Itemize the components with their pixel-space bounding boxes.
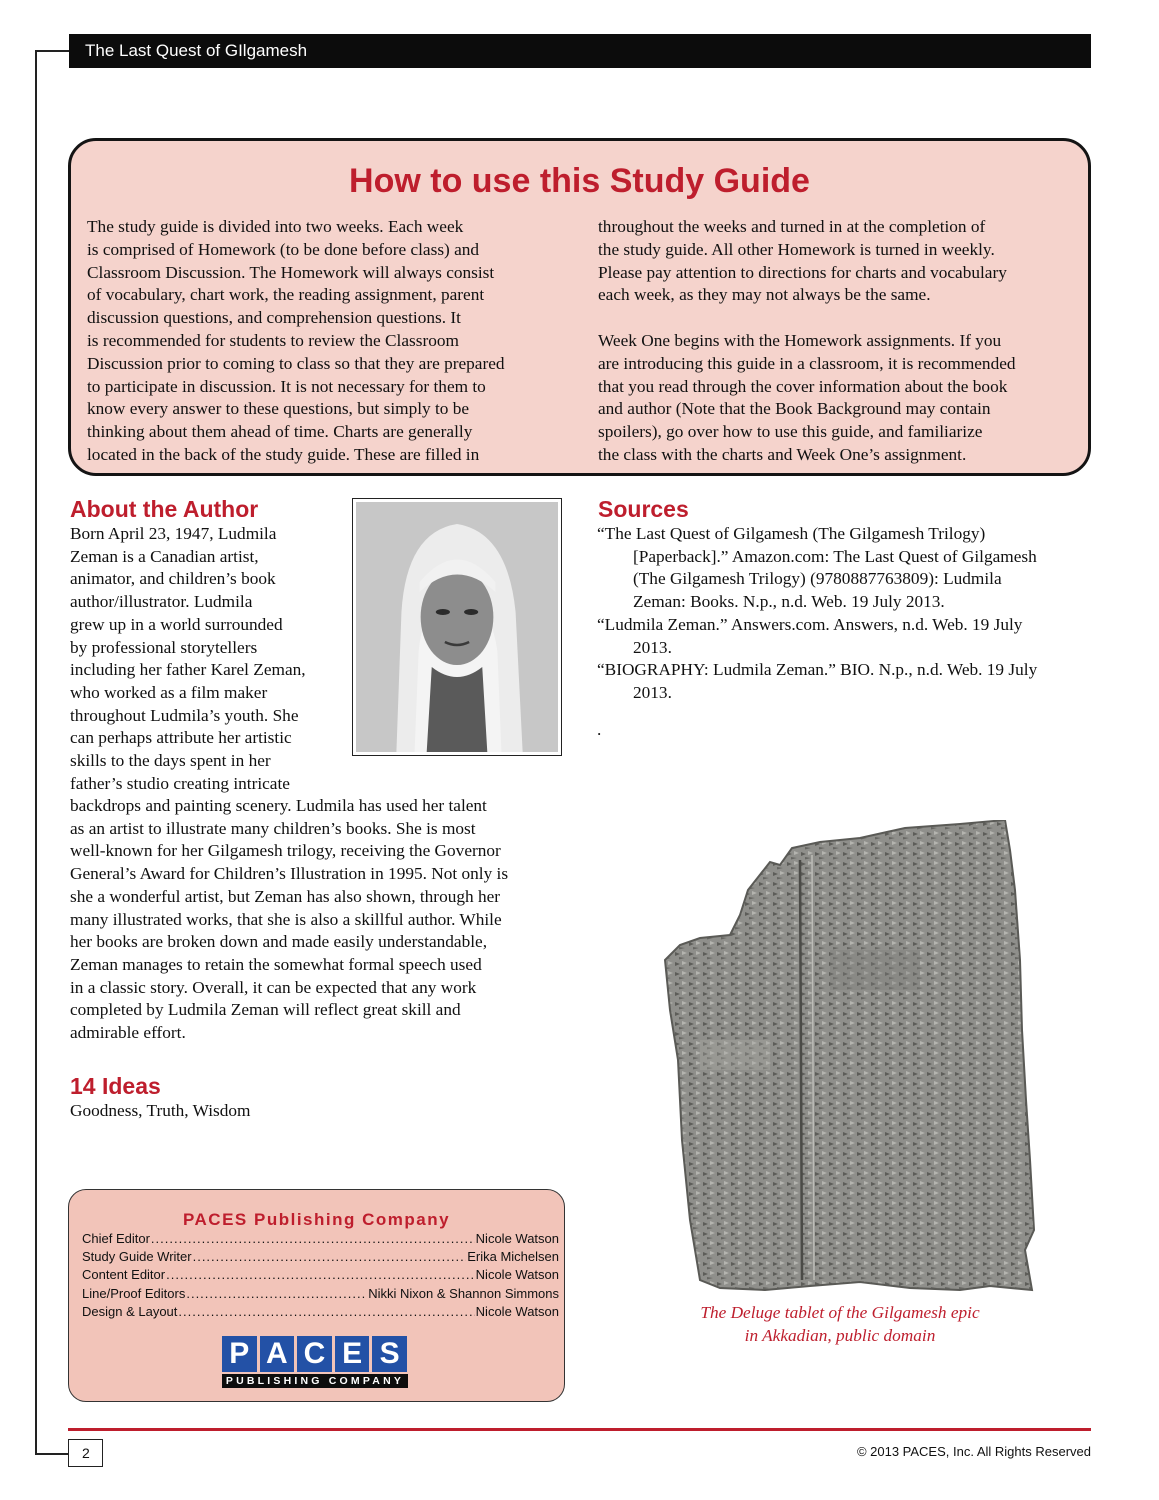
logo-letter: S xyxy=(372,1336,407,1372)
author-portrait-icon xyxy=(356,502,558,752)
credit-role: Design & Layout xyxy=(82,1303,178,1319)
sources-list xyxy=(597,523,1087,741)
logo-letter: A xyxy=(260,1336,295,1372)
header-title: The Last Quest of GIlgamesh xyxy=(85,41,308,60)
running-header xyxy=(69,34,1091,68)
page-frame-line xyxy=(35,50,69,52)
page-number: 2 xyxy=(68,1439,103,1467)
credit-row xyxy=(82,1248,559,1266)
credit-name: Nicole Watson xyxy=(475,1267,559,1283)
study-guide-paragraph: The study guide is divided into two weeks. Each week is comprised of Homework (to be done before class) and Classroom Discussion. The Homework will always consist of vocabulary, chart work, the reading assignment, parent discussion questions, and comprehension questions. It is recommended for students to review the Classroom Discussion prior to coming to class so that they are prepared to participate in discussion. It is not necessary for them to know every answer to these questions, but simply to be thinking about them ahead of time. Charts are generally located in the back of the study guide. These are filled in xyxy=(87,217,505,464)
study-guide-left-column xyxy=(87,216,557,467)
source-item: “Ludmila Zeman.” Answers.com. Answers, n.d. Web. 19 July 2013. xyxy=(597,614,1023,657)
caption-line: in Akkadian, public domain xyxy=(744,1325,936,1345)
trailing-mark: . xyxy=(597,719,602,739)
credits-title: PACES Publishing Company xyxy=(182,1210,451,1229)
page-frame-line xyxy=(35,1453,69,1455)
footer-rule xyxy=(68,1428,1091,1431)
credit-name: Nikki Nixon & Shannon Simmons xyxy=(368,1285,559,1301)
credit-role: Line/Proof Editors xyxy=(82,1285,186,1301)
source-item: “The Last Quest of Gilgamesh (The Gilgamesh Trilogy) [Paperback].” Amazon.com: The Last Quest of Gilgamesh (The Gilgamesh Trilogy) (9780887763809): Ludmila Zeman: Books. N.p., n.d. Web. 19 July 2013. xyxy=(597,524,1037,612)
deluge-tablet-image xyxy=(660,820,1035,1295)
sources-heading: Sources xyxy=(598,496,689,522)
credits-box xyxy=(68,1189,565,1402)
logo-letter: C xyxy=(297,1336,332,1372)
credit-row xyxy=(82,1230,559,1248)
credit-role: Study Guide Writer xyxy=(82,1249,192,1265)
credit-role: Chief Editor xyxy=(82,1231,150,1246)
image-caption xyxy=(640,1302,1040,1347)
logo-letter: E xyxy=(335,1336,370,1372)
about-author-text-wrapped: Born April 23, 1947, Ludmila Zeman is a Canadian artist, animator, and children’s book author/illustrator. Ludmila grew up in a world surrounded by professional storytellers including her father Karel Zeman, who worked as a film maker throughout Ludmila’s youth. She can perhaps attribute her artistic skills to the days spent in her father’s studio creating intricate xyxy=(70,524,306,793)
study-guide-paragraph: throughout the weeks and turned in at the completion of the study guide. All other Homework is turned in weekly. Please pay attention to directions for charts and vocabulary each week, as they may not always be the same. xyxy=(598,217,1007,305)
ideas-text: Goodness, Truth, Wisdom xyxy=(70,1101,251,1120)
paces-logo xyxy=(222,1336,408,1390)
clay-tablet-icon xyxy=(660,820,1035,1295)
study-guide-title: How to use this Study Guide xyxy=(349,162,810,200)
credit-name: Nicole Watson xyxy=(475,1303,559,1319)
caption-line: The Deluge tablet of the Gilgamesh epic xyxy=(700,1303,980,1322)
logo-letter: P xyxy=(222,1336,257,1372)
credit-name: Nicole Watson xyxy=(475,1231,559,1246)
credit-role: Content Editor xyxy=(82,1267,166,1283)
study-guide-right-column xyxy=(598,216,1068,467)
copyright: © 2013 PACES, Inc. All Rights Reserved xyxy=(856,1444,1091,1459)
study-guide-box xyxy=(68,138,1091,476)
logo-subtitle: PUBLISHING COMPANY xyxy=(222,1374,408,1388)
credits-list xyxy=(82,1230,559,1321)
credit-row xyxy=(82,1303,559,1321)
page-frame-line xyxy=(35,50,37,1455)
about-author-text: backdrops and painting scenery. Ludmila has used her talent as an artist to illustrate many children’s books. She is most well-known for her Gilgamesh trilogy, receiving the Governor General’s Award for Children’s Illustration in 1995. Not only is she a wonderful artist, but Zeman has also shown, through her many illustrated works, that she is also a skillful author. While her books are broken down and made easily understandable, Zeman manages to retain the somewhat formal speech used in a classic story. Overall, it can be expected that any work completed by Ludmila Zeman will reflect great skill and admirable effort. xyxy=(70,796,509,1043)
study-guide-paragraph: Week One begins with the Homework assignments. If you are introducing this guide in a classroom, it is recommended that you read through the cover information about the book and author (Note that the Book Background may contain spoilers), go over how to use this guide, and familiarize the class with the charts and Week One’s assignment. xyxy=(598,330,1016,464)
author-photo xyxy=(352,498,562,756)
source-item: “BIOGRAPHY: Ludmila Zeman.” BIO. N.p., n.d. Web. 19 July 2013. xyxy=(597,660,1038,702)
about-author-heading: About the Author xyxy=(70,496,259,522)
credit-row xyxy=(82,1266,559,1284)
credit-row xyxy=(82,1285,559,1303)
credit-name: Erika Michelsen xyxy=(467,1249,559,1265)
ideas-heading: 14 Ideas xyxy=(70,1073,161,1099)
